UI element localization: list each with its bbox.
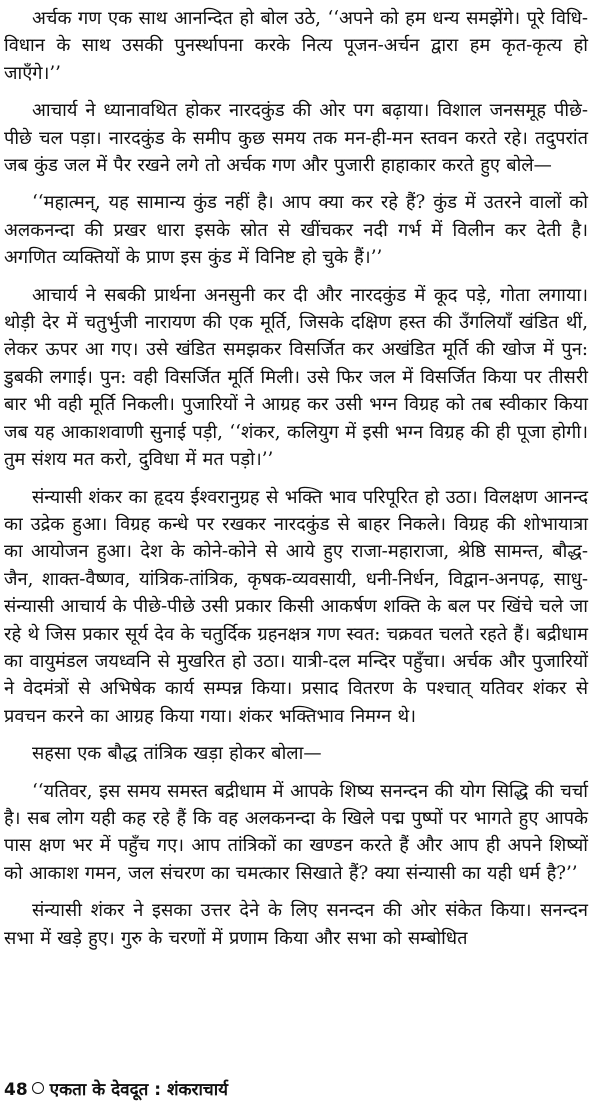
paragraph-8: संन्यासी शंकर ने इसका उत्तर देने के लिए सनन्दन की ओर संकेत किया। सनन्दन सभा में खड़े हुए। गुरु के चरणों में प्रणाम किया और सभा को सम्बोधित (4, 900, 588, 949)
paragraph-6: सहसा एक बौद्ध तांत्रिक खड़ा होकर बोला— (32, 743, 322, 765)
page-number: 48 (4, 1080, 28, 1100)
paragraph-7-quote: ‘‘यतिवर, इस समय समस्त बद्रीधाम में आपके शिष्य सनन्दन की योग सिद्धि की चर्चा है। सब लोग यही कह रहे हैं कि वह अलकनन्दा के खिले पद्म पुष्पों पर भागते हुए आपके पास क्षण भर में पहुँच गए। आप तांत्रिकों का खण्डन करते हैं और आप ही अपने शिष्यों को आकाश गमन, जल संचरण का चमत्कार सिखाते हैं? क्या संन्यासी का यही धर्म है?’’ (4, 780, 588, 884)
book-title: एकता के देवदूत : शंकराचार्य (49, 1080, 228, 1100)
paragraph-5: संन्यासी शंकर का हृदय ईश्वरानुग्रह से भक्ति भाव परिपूरित हो उठा। विलक्षण आनन्द का उद्रेक हुआ। विग्रह कन्धे पर रखकर नारदकुंड से बाहर निकले। विग्रह की शोभायात्रा का आयोजन हुआ। देश के कोने-कोने से आये हुए राजा-महाराजा, श्रेष्ठि सामन्त, बौद्ध-जैन, शाक्त-वैष्णव, यांत्रिक-तांत्रिक, कृषक-व्यवसायी, धनी-निर्धन, विद्वान-अनपढ़, साधु-संन्यासी आचार्य के पीछे-पीछे उसी प्रकार किसी आकर्षण शक्ति के बल पर खिंचे चले जा रहे थे जिस प्रकार सूर्य देव के चतुर्दिक ग्रहनक्षत्र गण स्वत: चक्रवत चलते रहते हैं। बद्रीधाम का वायुमंडल जयध्वनि से मुखरित हो उठा। यात्री-दल मन्दिर पहुँचा। अर्चक और पुजारियों ने वेदमंत्रों से अभिषेक कार्य सम्पन्न किया। प्रसाद वितरण के पश्चात् यतिवर शंकर से प्रवचन करने का आग्रह किया गया। शंकर भक्तिभाव निमग्न थे। (4, 486, 588, 727)
paragraph-1: अर्चक गण एक साथ आनन्दित हो बोल उठे, ‘‘अपने को हम धन्य समझेंगे। पूरे विधि-विधान के साथ उसकी पुनर्स्थापना करके नित्य पूजन-अर्चन द्वारा हम कृत-कृत्य हो जाएँगे।’’ (4, 8, 588, 84)
circle-separator-icon (32, 1082, 44, 1094)
paragraph-3-quote: ‘‘महात्मन्, यह सामान्य कुंड नहीं है। आप क्या कर रहे हैं? कुंड में उतरने वालों को अलकनन्दा की प्रखर धारा इसके स्रोत से खींचकर नदी गर्भ में विलीन कर देती है। अगणित व्यक्तियों के प्राण इस कुंड में विनिष्ट हो चुके हैं।’’ (4, 192, 588, 269)
page-footer (4, 1077, 228, 1100)
paragraph-2: आचार्य ने ध्यानावथित होकर नारदकुंड की ओर पग बढ़ाया। विशाल जनसमूह पीछे-पीछे चल पड़ा। नारदकुंड के समीप कुछ समय तक मन-ही-मन स्तवन करते रहे। तदुपरांत जब कुंड जल में पैर रखने लगे तो अर्चक गण और पुजारी हाहाकार करते हुए बोले— (4, 100, 588, 177)
paragraph-4: आचार्य ने सबकी प्रार्थना अनसुनी कर दी और नारदकुंड में कूद पड़े, गोता लगाया। थोड़ी देर में चतुर्भुजी नारायण की एक मूर्ति, जिसके दक्षिण हस्त की उँगलियाँ खंडित थीं, लेकर ऊपर आ गए। उसे खंडित समझकर विसर्जित कर अखंडित मूर्ति की खोज में पुन: डुबकी लगाई। पुन: वही विसर्जित मूर्ति मिली। उसे फिर जल में विसर्जित किया पर तीसरी बार भी वही मूर्ति निकली। पुजारियों ने आग्रह कर उसी भग्न विग्रह को तब स्वीकार किया जब यह आकाशवाणी सुनाई पड़ी, ‘‘शंकर, कलियुग में इसी भग्न विग्रह की ही पूजा होगी। तुम संशय मत करो, दुविधा में मत पड़ो।’’ (4, 284, 588, 471)
